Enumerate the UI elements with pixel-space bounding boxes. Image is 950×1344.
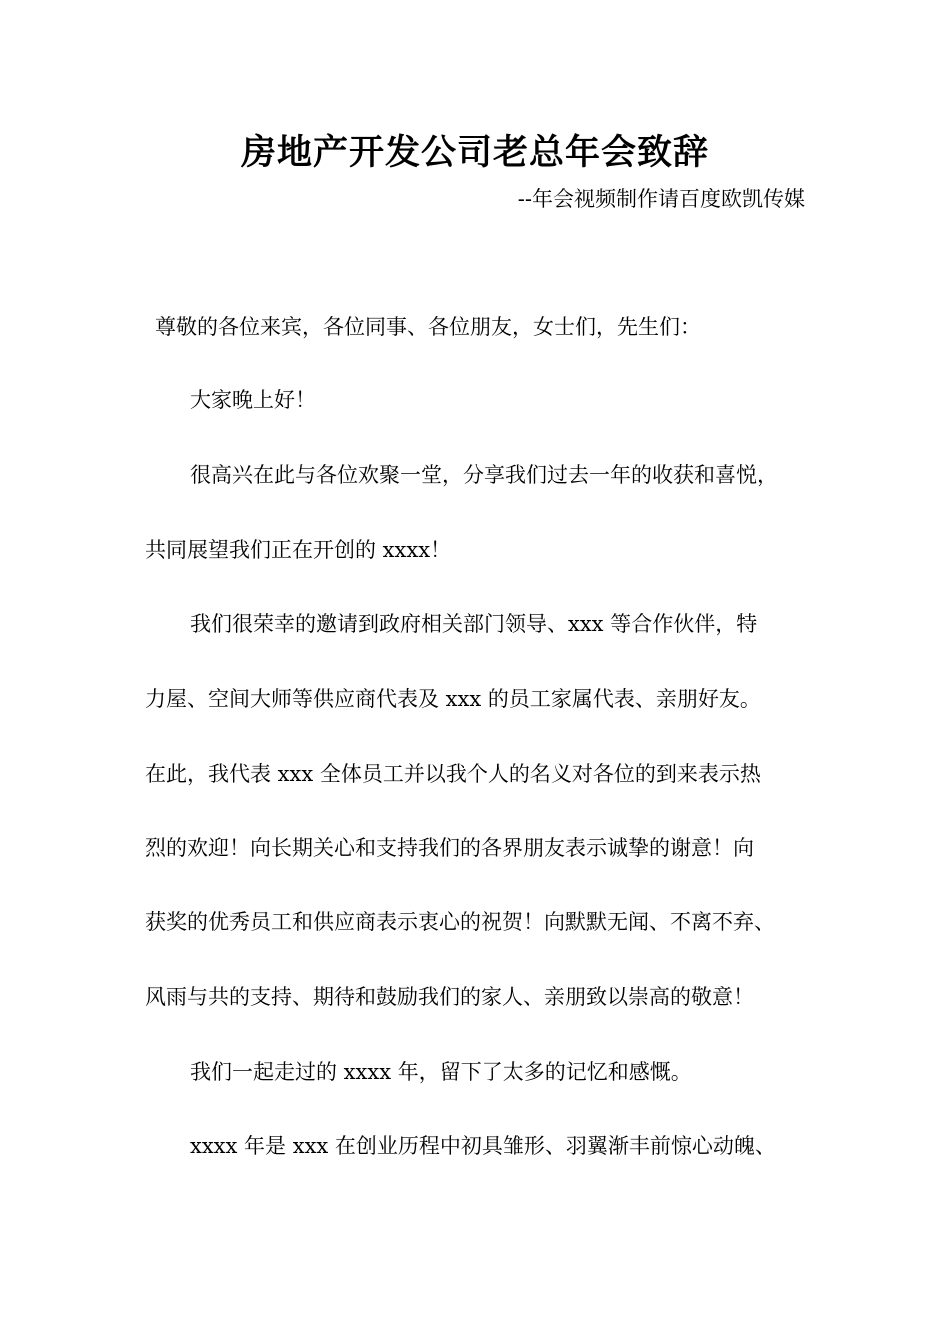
document-title: 房地产开发公司老总年会致辞 [240, 133, 709, 173]
paragraph-line: 在此，我代表 xxx 全体员工并以我个人的名义对各位的到来表示热 [145, 762, 761, 786]
paragraph-line: 烈的欢迎！向长期关心和支持我们的各界朋友表示诚挚的谢意！向 [145, 836, 754, 860]
paragraph-line: 很高兴在此与各位欢聚一堂，分享我们过去一年的收获和喜悦， [190, 463, 778, 487]
salutation-line: 尊敬的各位来宾，各位同事、各位朋友，女士们，先生们： [155, 315, 701, 339]
paragraph-line: 获奖的优秀员工和供应商表示衷心的祝贺！向默默无闻、不离不弃、 [145, 910, 775, 934]
document-subtitle: --年会视频制作请百度欧凯传媒 [517, 187, 805, 211]
paragraph-line: xxxx 年是 xxx 在创业历程中初具雏形、羽翼渐丰前惊心动魄、 [190, 1134, 776, 1158]
paragraph-line: 我们一起走过的 xxxx 年，留下了太多的记忆和感慨。 [190, 1060, 692, 1084]
paragraph-line: 我们很荣幸的邀请到政府相关部门领导、xxx 等合作伙伴，特 [190, 612, 758, 636]
greeting-line: 大家晚上好！ [190, 388, 316, 412]
paragraph-line: 力屋、空间大师等供应商代表及 xxx 的员工家属代表、亲朋好友。 [145, 687, 761, 711]
paragraph-line: 共同展望我们正在开创的 xxxx！ [145, 538, 452, 562]
paragraph-line: 风雨与共的支持、期待和鼓励我们的家人、亲朋致以崇高的敬意！ [145, 985, 754, 1009]
